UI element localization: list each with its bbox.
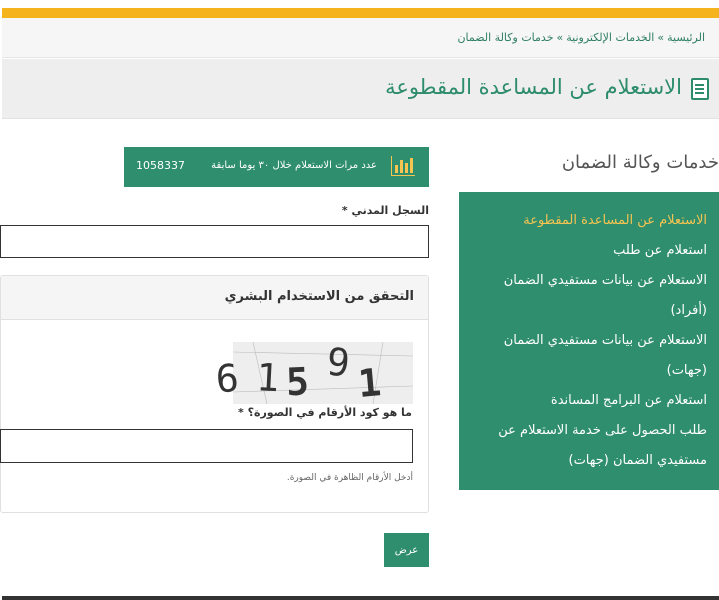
document-icon — [691, 78, 709, 100]
sidebar-item-individuals-inquiry-suffix[interactable]: (أفراد) — [670, 303, 707, 318]
sidebar-item-service-request-suffix[interactable]: مستفيدي الضمان (جهات) — [568, 453, 707, 468]
captcha-panel-title: التحقق من الاستخدام البشري — [224, 289, 414, 304]
required-mark: * — [237, 406, 244, 419]
top-accent-bar — [2, 0, 719, 10]
required-mark: * — [341, 204, 348, 217]
stats-count: 1058337 — [136, 159, 185, 172]
submit-button[interactable]: عرض — [384, 533, 429, 567]
sidebar-title: خدمات وكالة الضمان — [561, 152, 719, 173]
captcha-digit-4: 9 — [324, 339, 352, 386]
breadcrumb-separator: » — [657, 31, 665, 44]
captcha-hint: أدخل الأرقام الظاهرة في الصورة. — [286, 473, 413, 483]
captcha-digit-1: 6 — [214, 355, 241, 402]
civil-id-label-text: السجل المدني — [351, 204, 429, 217]
sidebar-item-support-programs[interactable]: استعلام عن البرامج المساندة — [550, 393, 707, 408]
captcha-digit-2: 1 — [255, 355, 281, 401]
bar-chart-icon — [391, 156, 415, 176]
page-header — [2, 59, 719, 119]
civil-id-input[interactable] — [0, 225, 429, 258]
breadcrumb-eservices[interactable]: الخدمات الإلكترونية — [566, 31, 655, 44]
footer-divider — [2, 596, 719, 600]
captcha-question-text: ما هو كود الأرقام في الصورة؟ — [247, 406, 412, 419]
sidebar-item-lump-sum-inquiry[interactable]: الاستعلام عن المساعدة المقطوعة — [523, 213, 707, 228]
sidebar-item-individuals-inquiry[interactable]: الاستعلام عن بيانات مستفيدي الضمان — [503, 273, 707, 288]
sidebar-menu — [459, 192, 719, 490]
breadcrumb-current[interactable]: خدمات وكالة الضمان — [457, 31, 554, 44]
captcha-image — [214, 339, 413, 406]
civil-id-label — [342, 204, 429, 217]
sidebar-item-entities-inquiry[interactable]: الاستعلام عن بيانات مستفيدي الضمان — [503, 333, 707, 348]
captcha-digit-5: 1 — [356, 360, 383, 406]
sidebar-item-service-request[interactable]: طلب الحصول على خدمة الاستعلام عن — [498, 423, 707, 438]
captcha-question — [238, 406, 412, 419]
stats-bar — [124, 147, 429, 187]
page-title: الاستعلام عن المساعدة المقطوعة — [385, 75, 682, 99]
sidebar-item-entities-inquiry-suffix[interactable]: (جهات) — [666, 363, 707, 378]
breadcrumb-home[interactable]: الرئيسية — [667, 31, 705, 44]
breadcrumb — [2, 18, 719, 58]
stats-label: عدد مرات الاستعلام خلال ٣٠ يوما سابقة — [211, 160, 377, 171]
top-accent-strip — [2, 8, 719, 18]
sidebar-item-request-inquiry[interactable]: استعلام عن طلب — [613, 243, 707, 258]
captcha-input[interactable] — [0, 429, 413, 463]
breadcrumb-separator: » — [556, 31, 564, 44]
captcha-digit-3: 5 — [285, 359, 310, 405]
